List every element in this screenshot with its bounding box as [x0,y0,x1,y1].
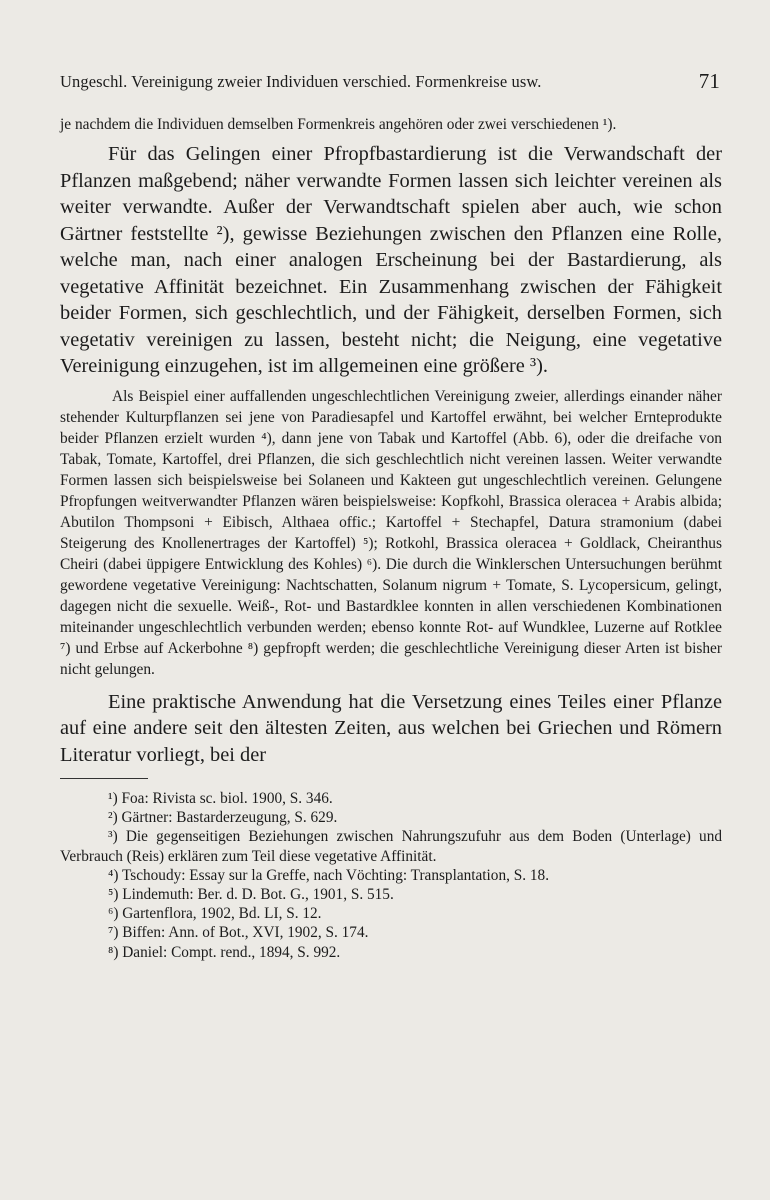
page-number: 71 [698,69,720,93]
running-head [60,69,720,93]
footnote-5: ⁵) Lindemuth: Ber. d. D. Bot. G., 1901, S. 515. [108,886,394,904]
running-title: Ungeschl. Vereinigung zweier Individuen verschied. Formenkreise usw. [60,72,542,91]
paragraph-practical-application: Eine praktische Anwendung hat die Versetzung eines Teiles einer Pflanze auf eine andere seit den ältesten Zeiten, aus welchen bei Griechen und Römern Literatur vorliegt, bei der [60,690,722,766]
footnote-4: ⁴) Tschoudy: Essay sur la Greffe, nach Vöchting: Transplantation, S. 18. [108,866,550,884]
paragraph-continuation: je nachdem die Individuen demselben Formenkreis angehören oder zwei verschiedenen ¹). [60,116,617,133]
footnote-2: ²) Gärtner: Bastarderzeugung, S. 629. [108,809,338,827]
footnote-3: ³) Die gegenseitigen Beziehungen zwischen Nahrungszufuhr aus dem Boden (Unterlage) und Verbrauch (Reis) erklären zum Teil diese vegetative Affinität. [60,828,722,865]
paragraph-vegetative-affinity: Für das Gelingen einer Pfropfbastardierung ist die Verwandschaft der Pflanzen maßgebend; näher verwandte Formen lassen sich leichter vereinen als weiter verwandte. Außer der Verwandtschaft spielen aber auch, wie schon Gärtner feststellte ²), gewisse Beziehungen zwischen den Pflanzen eine Rolle, welche man, nach einer analogen Erscheinung bei der Bastardierung, als vegetative Affinität bezeichnet. Ein Zusammenhang zwischen der Fähigkeit beider Formen, sich geschlechtlich, und der Fähigkeit, derselben Formen, sich vegetativ vereinigen zu lassen, besteht nicht; die Neigung, eine vegetative Vereinigung einzugehen, ist im allgemeinen eine größere ³). [60,143,722,377]
footnote-6: ⁶) Gartenflora, 1902, Bd. LI, S. 12. [108,905,322,923]
footnote-1: ¹) Foa: Rivista sc. biol. 1900, S. 346. [108,790,333,807]
footnote-rule [60,778,148,779]
footnote-8: ⁸) Daniel: Compt. rend., 1894, S. 992. [108,943,341,961]
page-content [60,114,722,962]
paragraph-examples: Als Beispiel einer auffallenden ungeschlechtlichen Vereinigung zweier, allerdings einander näher stehender Kulturpflanzen sei jene von Paradiesapfel und Kartoffel erwähnt, bei welcher Ernteprodukte beider Pflanzen erzielt wurden ⁴), dann jene von Tabak und Kartoffel (Abb. 6), oder die dreifache von Tabak, Tomate, Kartoffel, drei Pflanzen, die sich geschlechtlich nicht vereinen lassen. Weiter verwandte Formen lassen sich beispielsweise bei Solaneen und Kakteen gut ungeschlechtlich vereinen. Gelungene Pfropfungen weitverwandter Pflanzen wären beispielsweise: Kopfkohl, Brassica oleracea + Arabis albida; Abutilon Thompsoni + Eibisch, Althaea offic.; Kartoffel + Stechapfel, Datura stramonium (dabei Steigerung des Knollenertrages der Kartoffel) ⁵); Rotkohl, Brassica oleracea + Goldlack, Cheiranthus Cheiri (dabei üppigere Entwicklung des Kohles) ⁶). Die durch die Winklerschen Untersuchungen berühmt gewordene vegetative Vereinigung: Nachtschatten, Solanum nigrum + Tomate, S. Lycopersicum, gelingt, dagegen nicht die sexuelle. Weiß-, Rot- und Bastardklee konnten in allen verschiedenen Kombinationen miteinander ungeschlechtlich verbunden werden; ebenso konnte Rot- auf Wundklee, Luzerne auf Rotklee ⁷) und Erbse auf Ackerbohne ⁸) gepfropft werden; die geschlechtliche Vereinigung dieser Arten ist bisher nicht gelungen. [60,387,722,678]
footnotes [60,789,722,962]
footnote-7: ⁷) Biffen: Ann. of Bot., XVI, 1902, S. 174. [108,924,369,942]
